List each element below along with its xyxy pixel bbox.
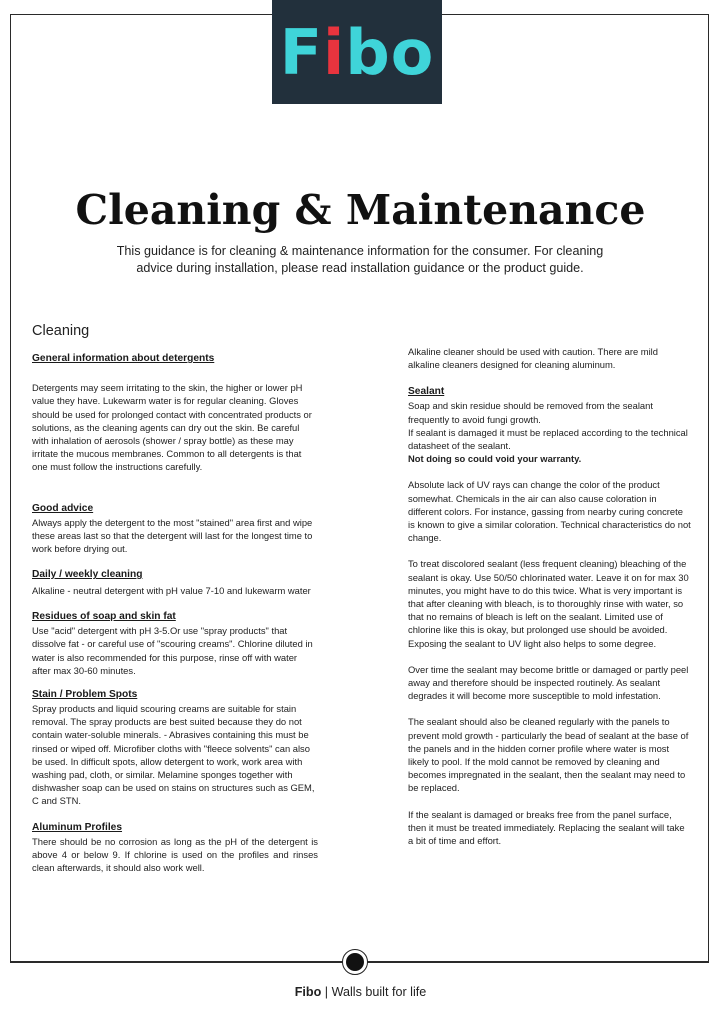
footer-brand: Fibo — [294, 985, 322, 999]
text-clean: The sealant should also be cleaned regularly with the panels to prevent mold growth - particularly the bead of sealant at the base of the panels and in the hidden corner profile where water is most likely to pool. If the mold cannot be removed by cleaning and becomes impregnated in the sealant, then the sealant may need to be replaced. — [408, 716, 689, 794]
heading-aluminum: Aluminum Profiles — [32, 821, 123, 833]
footer-circle-icon — [342, 949, 368, 975]
heading-good-advice: Good advice — [32, 502, 94, 514]
heading-stain: Stain / Problem Spots — [32, 689, 138, 701]
logo-part1: F — [279, 16, 324, 89]
text-aluminum: There should be no corrosion as long as the pH of the detergent is above 4 or below 9. If chlorine is used on the profiles and rinses clean afterwards, it should also work well. — [32, 835, 318, 874]
text-general: Detergents may seem irritating to the skin, the higher or lower pH value they have. Lukewarm water is for regular cleaning. Gloves should be used for prolonged contact with concentrated products or solutions, as the cleaning agents can dry out the skin. Be careful with inhalation of aerosols (shower / spray bottle) as these may irritate the mucous membranes. Common to all detergents is that one must follow the instructions carefully. — [32, 382, 312, 473]
text-sealant-2: If sealant is damaged it must be replaced according to the technical datasheet of the sealant. — [408, 426, 688, 452]
left-column — [32, 325, 318, 874]
text-discolor: To treat discolored sealant (less frequent cleaning) bleaching of the sealant is okay. Use 50/50 chlorinated water. Leave it on for max 30 minutes, you might have to do this twice. What is very important is that after cleaning with bleach, is to thoroughly rinse with water, so that no remains of bleach is left on the sealant. Limited use of chlorine like this is okay, but prolonged use should be avoided. Exposing the sealant to UV light also helps to some degree. — [408, 558, 689, 649]
intro-text: This guidance is for cleaning & maintenance information for the consumer. For cleaning advice during installation, please read installation guidance or the product guide. — [116, 244, 604, 275]
text-uv: Absolute lack of UV rays can change the color of the product somewhat. Chemicals in the air can also cause coloration in different colors. For instance, gassing from nearby curing concrete is known to give a similar coloration. Technical characteristics do not change. — [408, 479, 691, 544]
footer-separator: | — [324, 985, 329, 999]
heading-general: General information about detergents — [32, 353, 215, 365]
fibo-logo — [272, 0, 442, 104]
heading-residues: Residues of soap and skin fat — [32, 611, 176, 623]
text-stain: Spray products and liquid scouring creams are suitable for stain removal. The spray products are best suited because they do not contain water-soluble minerals. - Abrasives containing this must be rinsed or wiped off. Microfiber cloths with "fleece solvents" can also be used. In difficult spots, allow detergent to work, work area with washing pad, cloth, or similar. Melamine sponges together with dishwasher soap can be used on stains on structures such as GEM, C and STN. — [32, 703, 315, 807]
text-sealant: Soap and skin residue should be removed from the sealant frequently to avoid fungi growth. — [408, 400, 653, 425]
text-alkaline: Alkaline cleaner should be used with caution. There are mild alkaline cleaners designed for cleaning aluminum. — [408, 346, 658, 371]
text-daily-cleaning: Alkaline - neutral detergent with pH value 7-10 and lukewarm water — [32, 585, 311, 597]
text-good-advice: Always apply the detergent to the most "stained" area first and wipe these areas last so that the detergent will last for the longest time to work before drying out. — [32, 516, 313, 555]
text-damaged: If the sealant is damaged or breaks free from the panel surface, then it must be treated immediately. Replacing the sealant will take a bit of time and effort. — [408, 808, 685, 847]
footer-tagline: Walls built for life — [331, 985, 427, 999]
logo-part2: bo — [345, 16, 435, 89]
page-title: Cleaning & Maintenance — [75, 186, 646, 234]
heading-daily-cleaning: Daily / weekly cleaning — [32, 569, 143, 581]
section-heading-cleaning: Cleaning — [32, 323, 90, 339]
right-column — [408, 345, 692, 847]
text-warranty: Not doing so could void your warranty. — [408, 453, 582, 465]
heading-sealant: Sealant — [408, 386, 445, 398]
logo-text — [279, 16, 435, 89]
text-brittle: Over time the sealant may become brittle or damaged or partly peel away and therefore should be inspected routinely. As sealant degrades it will become more susceptible to mold infestation. — [408, 663, 689, 702]
logo-dot-i: i — [323, 16, 346, 89]
footer — [0, 985, 721, 999]
text-residues: Use "acid" detergent with pH 3-5.Or use "spray products" that dissolve fat - or careful use of "scouring creams". Chlorine diluted in water is also recommended for this purpose, rinse off with water after max 30-60 minutes. — [32, 625, 313, 676]
